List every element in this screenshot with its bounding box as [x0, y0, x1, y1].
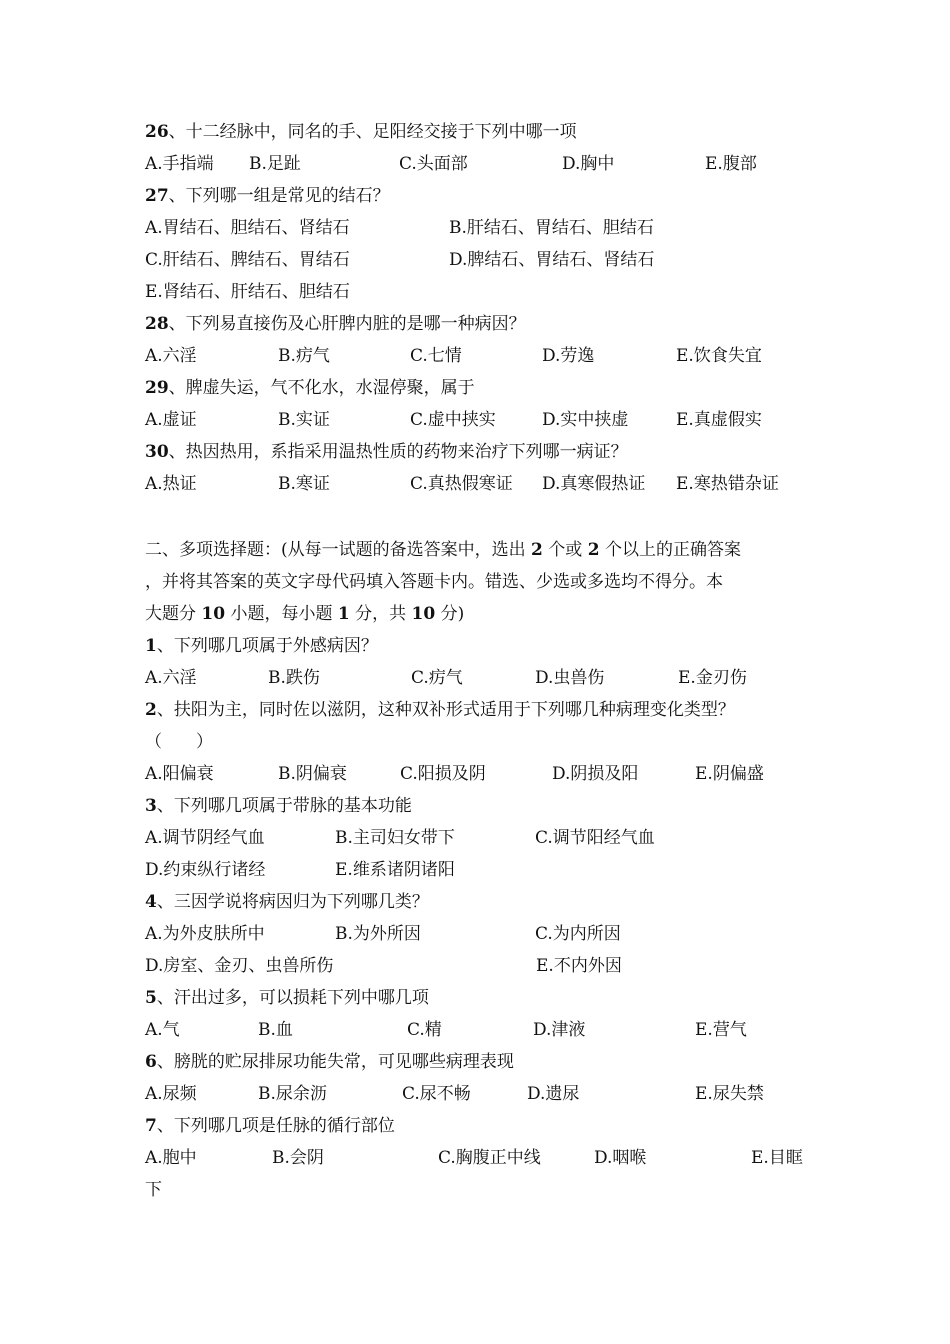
option-e: E.饮食失宜	[676, 346, 762, 366]
question-number: 27	[145, 186, 169, 206]
text: ，并将其答案的英文字母代码填入答题卡内。错选、少选或多选均不得分。本	[145, 572, 723, 592]
option-d: D.咽喉	[594, 1148, 647, 1168]
question-number: 28	[145, 314, 169, 334]
option-c: C.精	[407, 1020, 442, 1040]
option-e: E.营气	[695, 1020, 747, 1040]
option-a: A.六淫	[145, 346, 197, 366]
option-d: D.约束纵行诸经	[145, 860, 266, 880]
text: 10	[411, 604, 436, 624]
option-a: A.胞中	[145, 1148, 197, 1168]
section-2-instructions-line3	[145, 602, 464, 626]
option-d: D.劳逸	[542, 346, 595, 366]
question-number: 6	[145, 1052, 157, 1072]
section-2-instructions-line2	[145, 570, 723, 594]
text: 二、多项选择题：(从每一试题的备选答案中，选出	[145, 540, 532, 560]
text: 分)	[435, 604, 465, 624]
question-number: 26	[145, 122, 169, 142]
option-e: E.肾结石、肝结石、胆结石	[145, 282, 350, 302]
option-e: E.目眶	[751, 1148, 803, 1168]
question-number: 4	[145, 892, 157, 912]
option-b: B.实证	[278, 410, 330, 430]
question-text: 、下列哪一组是常见的结石？	[168, 186, 390, 206]
option-e: E.不内外因	[536, 956, 622, 976]
text: 2	[587, 540, 600, 560]
multi-question-3	[145, 794, 412, 818]
option-e: E.腹部	[705, 154, 757, 174]
option-b: B.跌伤	[268, 668, 320, 688]
option-b: B.会阴	[272, 1148, 324, 1168]
question-number: 29	[145, 378, 169, 398]
option-a: A.手指端	[145, 154, 214, 174]
option-a: A.热证	[145, 474, 197, 494]
option-d: D.真寒假热证	[542, 474, 646, 494]
option-b: B.尿余沥	[258, 1084, 327, 1104]
option-c: C.尿不畅	[402, 1084, 471, 1104]
option-a: A.胃结石、胆结石、肾结石	[145, 218, 350, 238]
option-b: B.主司妇女带下	[335, 828, 455, 848]
option-d: D.脾结石、胃结石、肾结石	[449, 250, 655, 270]
option-b: B.血	[258, 1020, 293, 1040]
section-2-instructions-line1	[145, 538, 741, 562]
question-28	[145, 312, 526, 336]
option-c: C.肝结石、脾结石、胃结石	[145, 250, 350, 270]
option-e: E.维系诸阴诸阳	[335, 860, 455, 880]
text: 下	[145, 1180, 162, 1200]
question-text: 、三因学说将病因归为下列哪几类？	[156, 892, 429, 912]
text: 大题分	[145, 604, 202, 624]
question-number: 30	[145, 442, 169, 462]
text: 分，共	[349, 604, 412, 624]
option-b: B.疠气	[278, 346, 330, 366]
option-a: A.为外皮肤所中	[145, 924, 265, 944]
question-26	[145, 120, 577, 144]
option-c: C.为内所因	[535, 924, 621, 944]
question-text: 、膀胱的贮尿排尿功能失常，可见哪些病理表现	[156, 1052, 514, 1072]
text: 个以上的正确答案	[599, 540, 741, 560]
option-a: A.尿频	[145, 1084, 197, 1104]
multi-question-6	[145, 1050, 514, 1074]
option-e: E.尿失禁	[695, 1084, 764, 1104]
option-b: B.肝结石、胃结石、胆结石	[449, 218, 654, 238]
multi-options-7-wrap	[145, 1178, 162, 1202]
question-text: 、下列哪几项是任脉的循行部位	[156, 1116, 395, 1136]
multi-question-1	[145, 634, 378, 658]
option-d: D.虫兽伤	[535, 668, 605, 688]
question-30	[145, 440, 628, 464]
question-text: 、扶阳为主，同时佐以滋阴，这种双补形式适用于下列哪几种病理变化类型？	[156, 700, 735, 720]
question-number: 3	[145, 796, 157, 816]
multi-question-2	[145, 698, 735, 722]
option-c: C.调节阳经气血	[535, 828, 655, 848]
question-text: 、汗出过多，可以损耗下列中哪几项	[156, 988, 429, 1008]
multi-question-7	[145, 1114, 395, 1138]
option-a: A.调节阴经气血	[145, 828, 265, 848]
option-c: C.真热假寒证	[410, 474, 513, 494]
question-text: 、十二经脉中，同名的手、足阳经交接于下列中哪一项	[168, 122, 577, 142]
option-d: D.遗尿	[527, 1084, 580, 1104]
option-a: A.虚证	[145, 410, 197, 430]
option-c: C.疠气	[411, 668, 463, 688]
question-number: 5	[145, 988, 157, 1008]
option-c: C.胸腹正中线	[438, 1148, 541, 1168]
question-text: 、下列易直接伤及心肝脾内脏的是哪一种病因？	[168, 314, 526, 334]
option-b: B.阴偏衰	[278, 764, 347, 784]
option-b: B.寒证	[278, 474, 330, 494]
text: 个或	[542, 540, 588, 560]
text: （ ）	[145, 732, 213, 752]
option-a: A.气	[145, 1020, 180, 1040]
option-b: B.足趾	[249, 154, 301, 174]
option-e: E.金刃伤	[678, 668, 747, 688]
multi-question-4	[145, 890, 429, 914]
option-e: E.真虚假实	[676, 410, 762, 430]
option-c: C.头面部	[399, 154, 468, 174]
question-number: 1	[145, 636, 157, 656]
option-d: D.房室、金刃、虫兽所伤	[145, 956, 334, 976]
option-a: A.六淫	[145, 668, 197, 688]
option-a: A.阳偏衰	[145, 764, 214, 784]
text: 2	[531, 540, 543, 560]
text: 1	[337, 604, 350, 624]
question-text: 、下列哪几项属于带脉的基本功能	[156, 796, 412, 816]
option-e: E.阴偏盛	[695, 764, 764, 784]
option-d: D.津液	[533, 1020, 586, 1040]
question-text: 、热因热用，系指采用温热性质的药物来治疗下列哪一病证？	[168, 442, 628, 462]
question-text: 、下列哪几项属于外感病因？	[156, 636, 378, 656]
option-e: E.寒热错杂证	[676, 474, 779, 494]
question-29	[145, 376, 475, 400]
option-b: B.为外所因	[335, 924, 421, 944]
option-c: C.阳损及阴	[400, 764, 486, 784]
option-c: C.虚中挟实	[410, 410, 496, 430]
answer-blank	[145, 730, 213, 754]
question-number: 2	[145, 700, 157, 720]
multi-question-5	[145, 986, 429, 1010]
option-d: D.胸中	[562, 154, 615, 174]
question-27	[145, 184, 390, 208]
question-text: 、脾虚失运，气不化水，水湿停聚，属于	[168, 378, 475, 398]
text: 小题，每小题	[225, 604, 338, 624]
option-c: C.七情	[410, 346, 462, 366]
option-d: D.阴损及阳	[552, 764, 639, 784]
question-number: 7	[145, 1116, 157, 1136]
option-d: D.实中挟虚	[542, 410, 629, 430]
text: 10	[201, 604, 226, 624]
